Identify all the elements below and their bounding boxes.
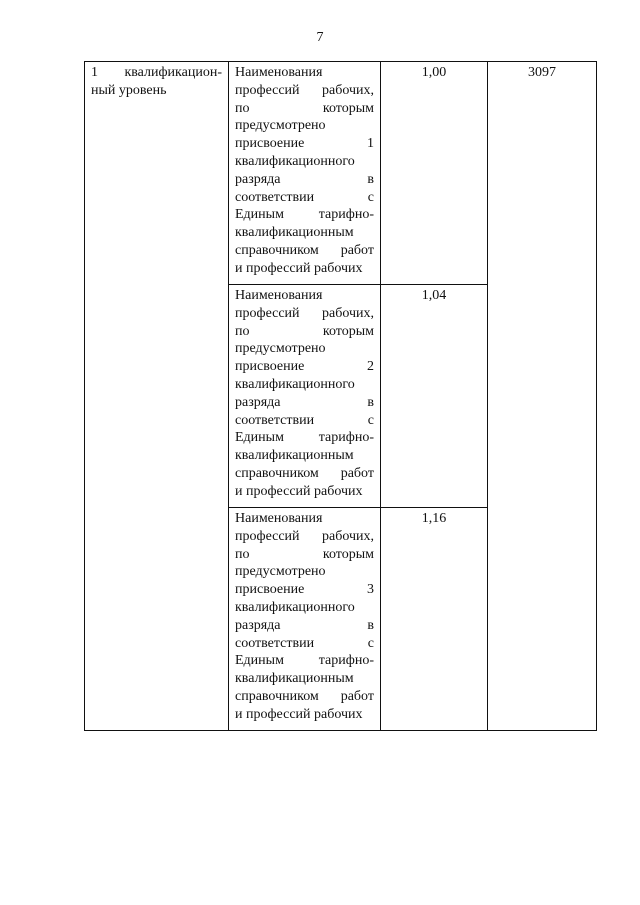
text-line [235,153,374,171]
text-line [235,581,374,599]
table-row [85,62,597,285]
salary-cell: 3097 [488,62,597,731]
text-word: тарифно- [318,653,374,669]
text-word: предусмотрено [235,564,326,580]
text-word: которым [322,323,374,339]
text-word: Наименования [235,511,323,526]
text-line [235,706,374,724]
text-line [235,510,374,528]
text-word: 2 [367,359,374,375]
text-word: с [367,189,374,205]
text-word: разряда [235,617,281,633]
text-word: справочником [235,688,319,704]
text-line [235,652,374,670]
text-line [235,358,374,376]
text-line [235,429,374,447]
text-line [235,305,374,323]
text-word: Наименования [235,65,323,80]
text-line [235,189,374,207]
text-line [235,224,374,242]
text-line [235,340,374,358]
text-word: квалификационного [235,376,355,392]
qualification-level-cell [85,62,229,731]
text-word: 1 [367,136,374,152]
text-word: в [367,617,374,633]
text-word: рабочих, [321,82,374,98]
text-line [235,323,374,341]
text-line [235,563,374,581]
text-line [235,599,374,617]
text-word: профессий [235,305,300,321]
profession-description-cell [229,285,381,508]
text-line [235,135,374,153]
qualification-table [84,61,597,731]
text-line [235,412,374,430]
text-line [235,688,374,706]
text-word: предусмотрено [235,341,326,357]
text-word: по [235,323,250,339]
text-line [91,82,222,100]
text-word: тарифно- [318,207,374,223]
text-line [235,617,374,635]
text-word: с [367,635,374,651]
text-line [235,82,374,100]
text-word: квалификационного [235,153,355,169]
qualification-level-text [91,64,222,100]
text-line [235,376,374,394]
text-word: которым [322,100,374,116]
text-word: Единым [235,653,284,669]
coefficient-cell: 1,04 [381,285,488,508]
text-word: профессий [235,528,300,544]
text-line [235,117,374,135]
text-line [235,171,374,189]
profession-description [235,510,374,724]
profession-description [235,287,374,501]
text-word: Единым [235,207,284,223]
text-word: работ [340,465,374,481]
text-word: соответствии [235,635,315,651]
text-word: квалификацион- [124,65,222,80]
profession-description [235,64,374,278]
text-line [235,546,374,564]
text-word: Единым [235,430,284,446]
text-word: работ [340,242,374,258]
text-word: и профессий рабочих [235,260,363,276]
text-word: рабочих, [321,305,374,321]
text-line [235,100,374,118]
text-word: по [235,100,250,116]
text-word: 1 [91,65,98,80]
text-line [235,465,374,483]
text-word: профессий [235,82,300,98]
text-word: в [367,171,374,187]
text-word: присвоение [235,582,305,598]
text-line [235,447,374,465]
text-word: присвоение [235,136,305,152]
coefficient-cell: 1,16 [381,508,488,731]
text-line [235,206,374,224]
text-word: по [235,546,250,562]
text-word: которым [322,546,374,562]
text-word: справочником [235,465,319,481]
text-word: в [367,394,374,410]
text-line [235,635,374,653]
text-word: разряда [235,171,281,187]
text-word: справочником [235,242,319,258]
profession-description-cell [229,62,381,285]
text-word: с [367,412,374,428]
text-line [235,528,374,546]
text-word: разряда [235,394,281,410]
text-word: ный уровень [91,82,167,98]
text-line [235,242,374,260]
text-word: квалификационным [235,448,354,464]
text-line [91,64,222,82]
text-word: и профессий рабочих [235,483,363,499]
text-line [235,483,374,501]
text-line [235,670,374,688]
coefficient-cell: 1,00 [381,62,488,285]
text-line [235,287,374,305]
text-word: квалификационного [235,599,355,615]
text-word: тарифно- [318,430,374,446]
text-word: квалификационным [235,671,354,687]
text-line [235,260,374,278]
page-number: 7 [316,30,324,45]
text-line [235,64,374,82]
text-word: Наименования [235,288,323,303]
profession-description-cell [229,508,381,731]
text-word: работ [340,688,374,704]
text-word: присвоение [235,359,305,375]
text-word: и профессий рабочих [235,706,363,722]
text-word: рабочих, [321,528,374,544]
text-word: 3 [367,582,374,598]
text-word: соответствии [235,412,315,428]
text-word: квалификационным [235,225,354,241]
text-word: предусмотрено [235,118,326,134]
text-word: соответствии [235,189,315,205]
text-line [235,394,374,412]
